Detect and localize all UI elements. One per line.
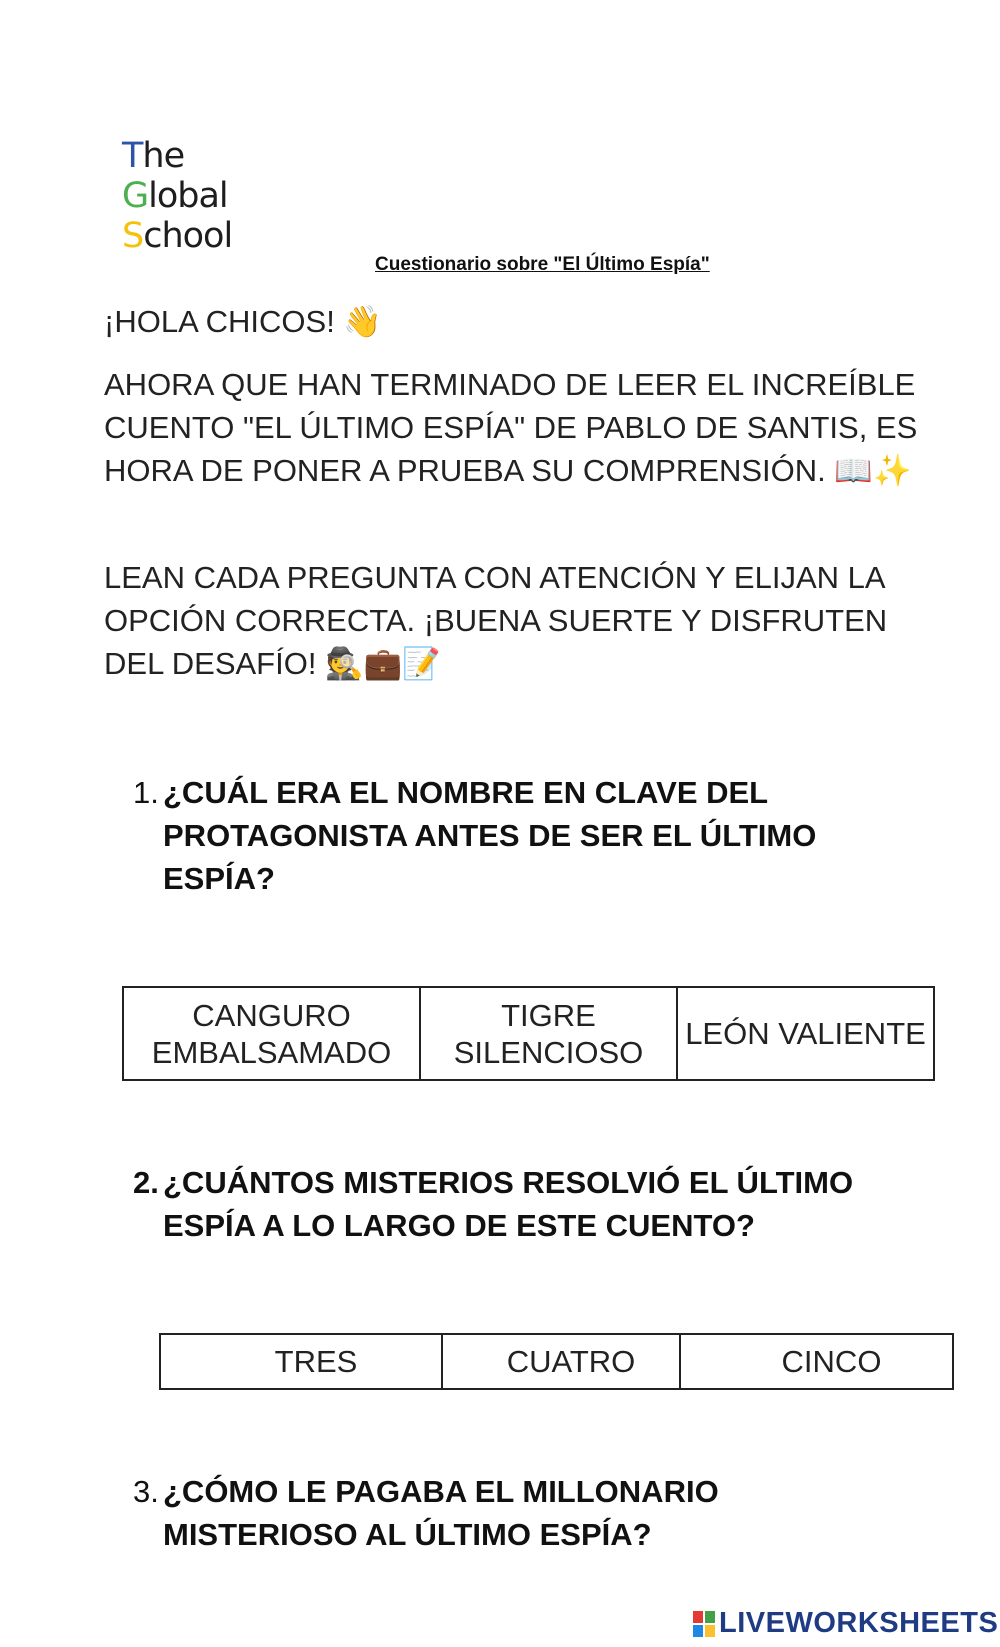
question-2-options [159, 1333, 954, 1390]
intro-paragraph-1: AHORA QUE HAN TERMINADO DE LEER EL INCREÍBLE CUENTO "EL ÚLTIMO ESPÍA" DE PABLO DE SANTIS, ES HORA DE PONER A PRUEBA SU COMPRENSIÓN. 📖✨ [104, 367, 918, 488]
question-1-number: 1. [133, 775, 159, 810]
option-leon-valiente[interactable]: LEÓN VALIENTE [677, 987, 934, 1080]
question-2-text: ¿CUÁNTOS MISTERIOS RESOLVIÓ EL ÚLTIMO ESPÍA A LO LARGO DE ESTE CUENTO? [163, 1165, 854, 1243]
question-1-options [122, 986, 935, 1081]
liveworksheets-brand [693, 1607, 998, 1640]
question-2 [133, 1161, 913, 1247]
logo-rest-the: he [142, 136, 185, 176]
worksheet-title: Cuestionario sobre "El Último Espía" [375, 254, 710, 275]
question-1 [133, 771, 913, 900]
logo-line-the [122, 136, 232, 176]
question-3-text: ¿CÓMO LE PAGABA EL MILLONARIO MISTERIOSO AL ÚLTIMO ESPÍA? [163, 1474, 719, 1552]
greeting: ¡HOLA CHICOS! 👋 [104, 304, 383, 339]
school-logo [122, 136, 232, 256]
logo-line-global [122, 176, 232, 216]
intro-paragraph-2: LEAN CADA PREGUNTA CON ATENCIÓN Y ELIJAN LA OPCIÓN CORRECTA. ¡BUENA SUERTE Y DISFRUTEN DEL DESAFÍO! 🕵️💼📝 [104, 560, 888, 681]
option-tres[interactable]: TRES [160, 1334, 442, 1389]
option-canguro-embalsamado[interactable]: CANGURO EMBALSAMADO [123, 987, 420, 1080]
liveworksheets-label: LIVEWORKSHEETS [719, 1607, 999, 1639]
logo-initial-g: G [122, 176, 149, 216]
option-tigre-silencioso[interactable]: TIGRE SILENCIOSO [420, 987, 677, 1080]
question-1-text: ¿CUÁL ERA EL NOMBRE EN CLAVE DEL PROTAGONISTA ANTES DE SER EL ÚLTIMO ESPÍA? [163, 775, 817, 896]
logo-initial-s: S [122, 216, 144, 256]
question-3 [133, 1470, 913, 1556]
question-2-number: 2. [133, 1165, 159, 1200]
liveworksheets-logo-icon [693, 1611, 715, 1637]
option-cuatro[interactable]: CUATRO [442, 1334, 680, 1389]
logo-line-school [122, 216, 232, 256]
logo-rest-school: chool [143, 216, 233, 256]
question-3-number: 3. [133, 1474, 159, 1509]
logo-initial-t: T [122, 136, 143, 176]
logo-rest-global: lobal [148, 176, 228, 216]
option-cinco[interactable]: CINCO [680, 1334, 953, 1389]
